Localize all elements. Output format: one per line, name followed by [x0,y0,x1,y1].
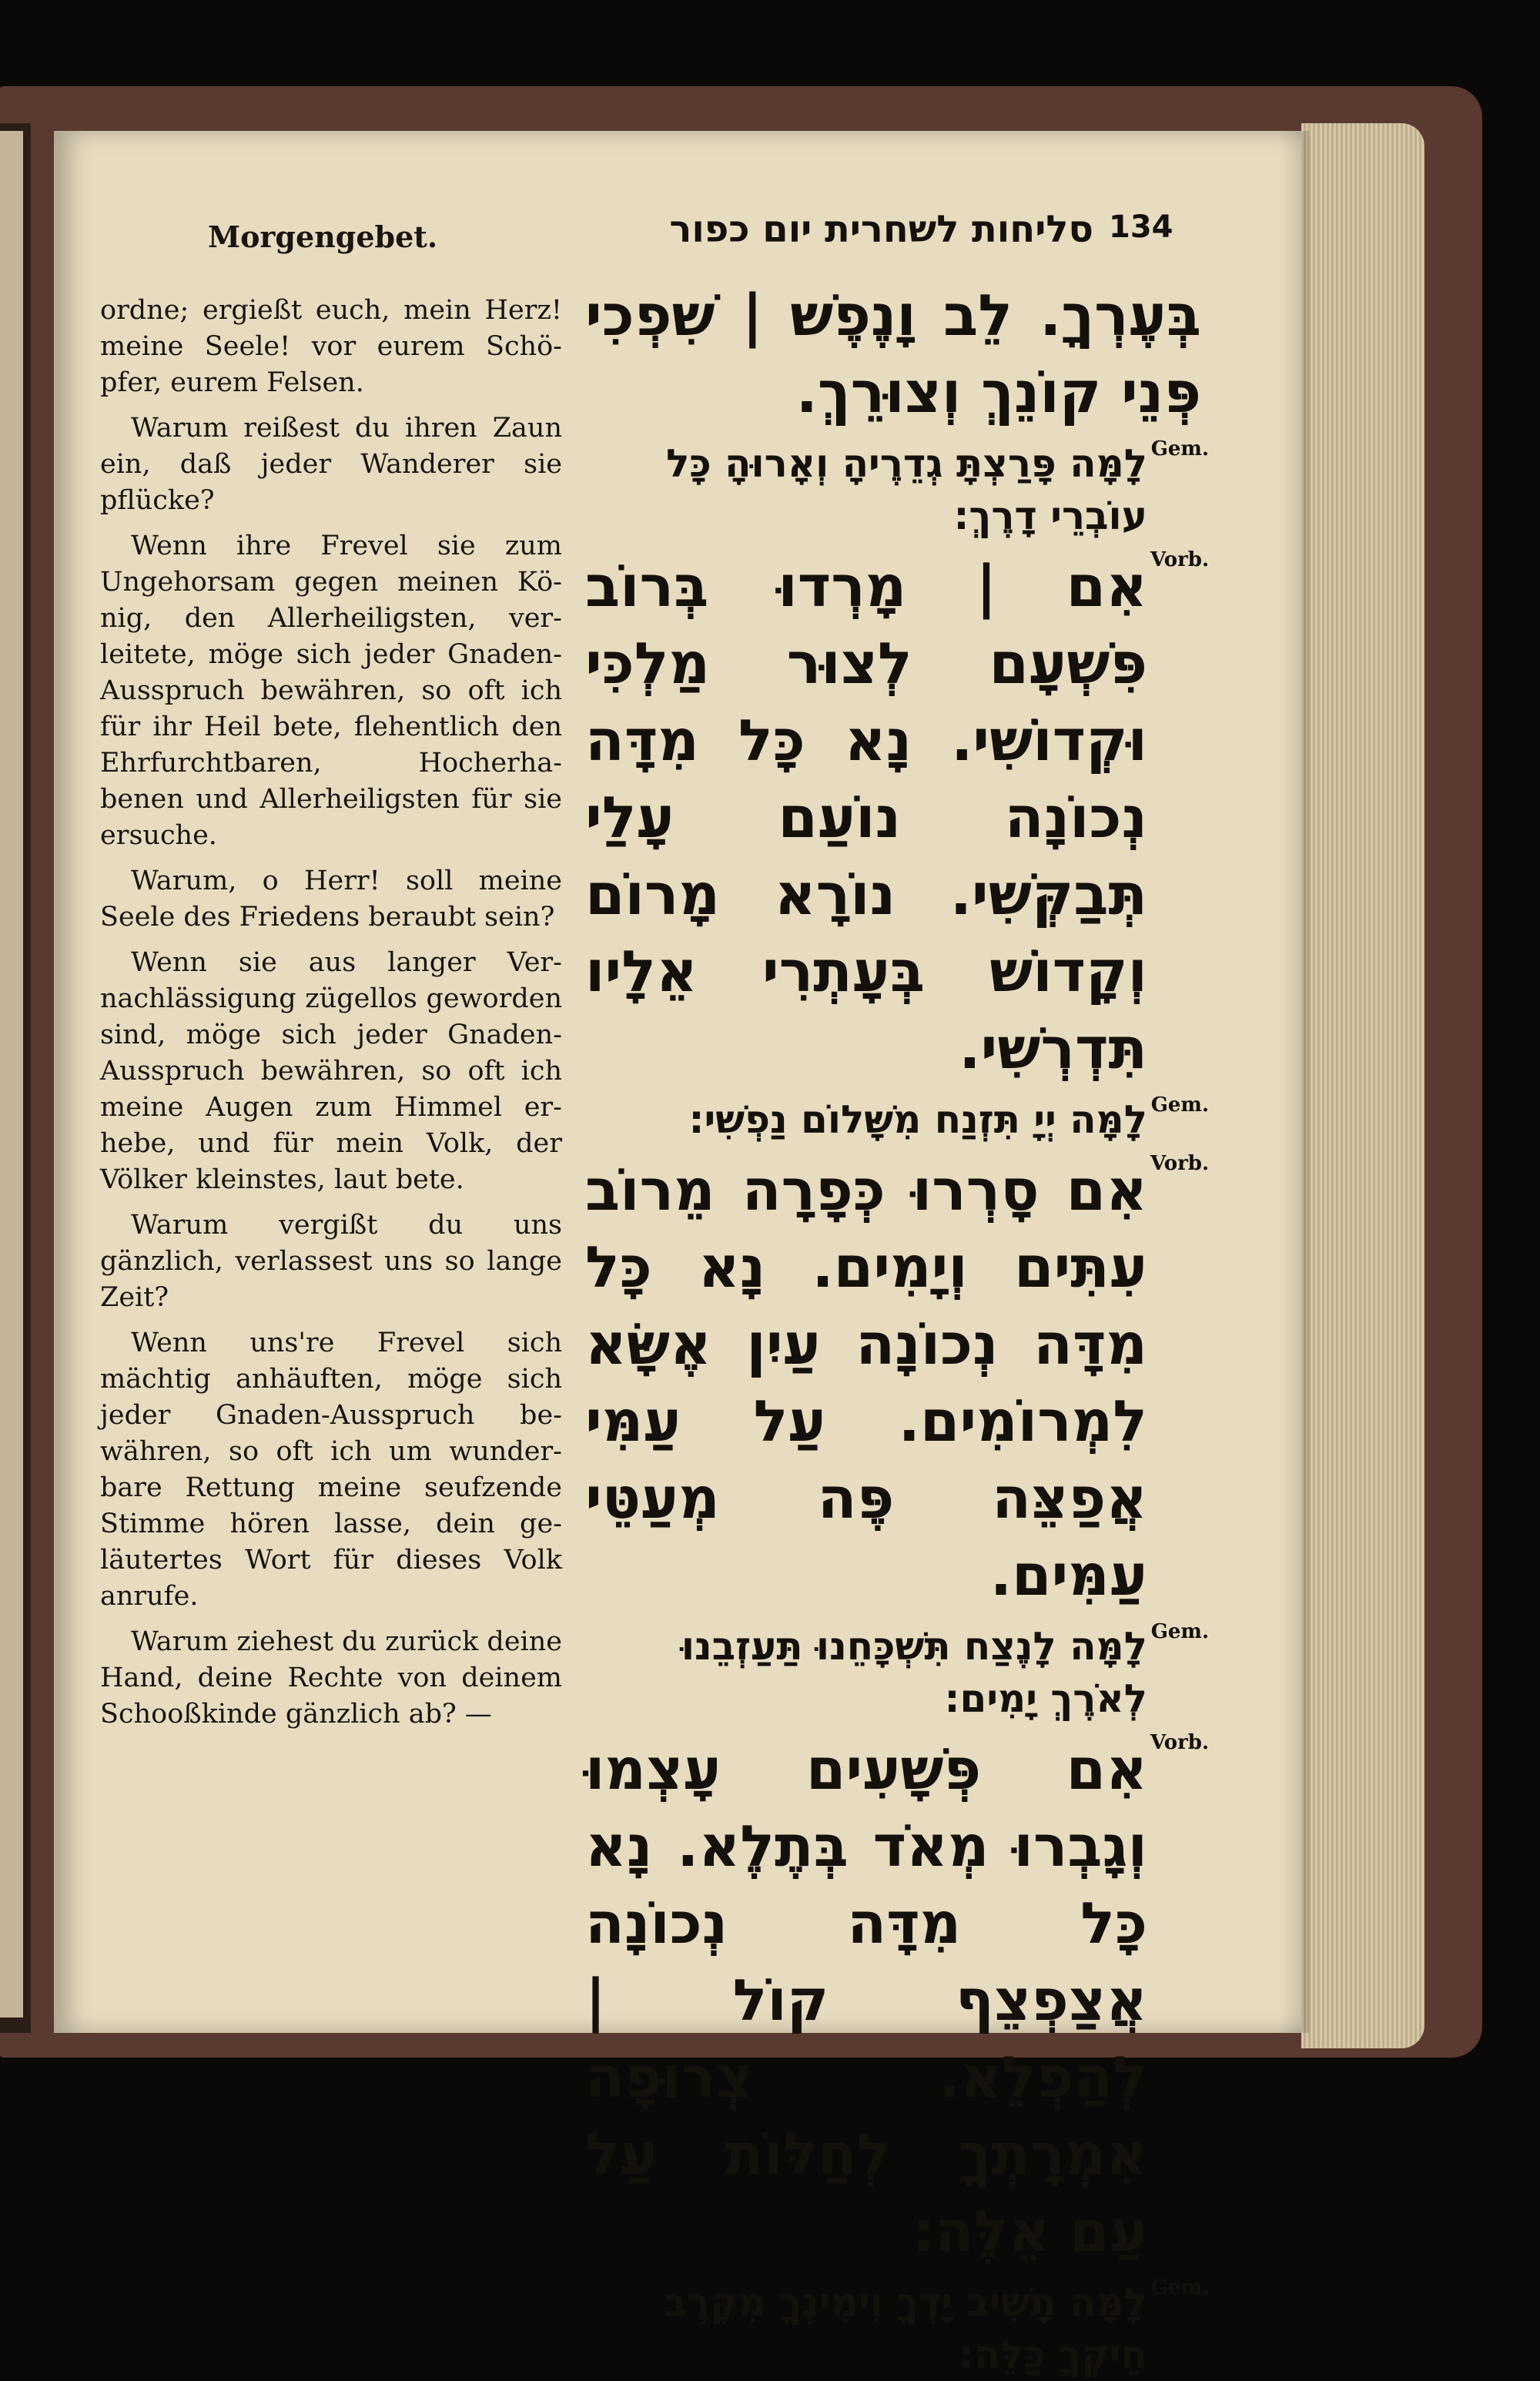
hebrew-verse: בְּעֶרְךָ. לֵב וָנֶפֶשׁ | שִׁפְכִי פְּנֵי קוֹנֵךְ וְצוּרֵךְ. [585,283,1201,426]
congregation-marker: Gem. [1150,437,1209,460]
page-block-edges [1301,123,1424,2048]
left-running-head: Morgengebet. [208,219,438,254]
hebrew-verse: אִם סָרְרוּ כְּפָרָה מֵרוֹב עִתִּים וְיָמִים. נָא כָּל מִדָּה נְכוֹנָה עַיִן אֶשָּׂא לִמְרוֹמִים. עַל עַמִּי אֲפַצֵּה פֶּה מְעַטֵּי עַמִּים. [585,1157,1147,1609]
congregation-marker: Gem. [1150,1093,1209,1117]
hebrew-block [585,2276,1209,2381]
congregation-marker: Gem. [1150,1620,1209,1643]
hebrew-block [585,1093,1209,1146]
hebrew-block [585,1152,1209,1614]
hebrew-running-head: סליחות לשחרית יום כפור [669,208,1093,251]
reader-marker: Vorb. [1150,1731,1209,1754]
german-paragraph: Wenn ihre Frevel sie zum Ungehorsam gegen meinen Kö- nig, den Allerheiligsten, ver- leitete, möge sich jeder Gnaden- Ausspruch bewähren, so oft ich für ihr Heil bete, flehentlich den Ehrfurchtbaren, Hocherha- benen und Allerheiligsten für sie ersuche. [100,531,562,851]
hebrew-block [585,277,1201,431]
hebrew-verse: אִם | מָרְדוּ בְּרוֹב פִּשְׁעָם לְצוּר מַלְכִּי וּקְדוֹשִׁי. נָא כָּל מִדָּה נְכוֹנָה נוֹעַם עָלַי תְּבַקְּשִׁי. נוֹרָא מָרוֹם וְקָדוֹשׁ בְּעָתְרִי אֵלָיו תִּדְרְשִׁי. [585,554,1147,1082]
reader-marker: Vorb. [1150,1152,1209,1175]
previous-page-edge [0,131,23,2018]
reader-marker: Vorb. [1150,548,1209,571]
hebrew-verse: לָמָּה פָּרַצְתָּ גְדֵרֶיהָ וְאָרוּהָ כָּל עוֹבְרֵי דָרֶךְ: [666,441,1147,538]
page-number: 134 [1109,209,1173,245]
hebrew-verse: לָמָּה יְיָ תִּזְנַח מִשָּׁלוֹם נַפְשִׁי: [688,1097,1147,1142]
hebrew-verse: לָמָּה לָנֶצַח תִּשְׁכָּחֵנוּ תַּעַזְבֵנוּ לְאֹרֶךְ יָמִים: [681,1624,1147,1721]
german-paragraph: Wenn sie aus langer Ver- nachlässigung zügellos geworden sind, möge sich jeder Gnaden- Ausspruch bewähren, so oft ich meine Augen zum Himmel er- hebe, und für mein Volk, der Völker kleinstes, laut bete. [100,947,562,1195]
german-translation-column [100,293,562,1742]
hebrew-block [585,548,1209,1087]
german-paragraph: Wenn uns're Frevel sich mächtig anhäuften, möge sich jeder Gnaden-Ausspruch be- währen, so oft ich um wunder- bare Rettung meine seufzende Stimme hören lasse, dein ge- läutertes Wort für dieses Volk anrufe. [100,1328,562,1612]
hebrew-verse: לָמָּה תָשִׁיב יָדְךָ וִימִינְךָ מִקֶּרֶב חֵיקְךָ כַּלֵּה: [663,2280,1147,2377]
german-paragraph: Warum ziehest du zurück deine Hand, deine Rechte von deinem Schooßkinde gänzlich ab? — [100,1626,562,1730]
hebrew-text-column [585,277,1209,2381]
hebrew-verse: אִם פְּשָׁעִים עָצְמוּ וְגָבְרוּ מְאֹד בְּתֶלֶא. נָא כָּל מִדָּה נְכוֹנָה אֲצַפְצֵף קוֹל | לְהַפְלֵא. צְרוּפָה אִמְרָתְךָ לְחַלּוֹת עַל עַם אֵלֶּה: [585,1736,1147,2265]
german-paragraph: Warum vergißt du uns gänzlich, verlassest uns so lange Zeit? [100,1210,562,1313]
hebrew-block [585,1731,1209,2270]
german-paragraph: Warum reißest du ihren Zaun ein, daß jeder Wanderer sie pflücke? [100,413,562,516]
hebrew-block [585,1620,1209,1725]
german-paragraph: Warum, o Herr! soll meine Seele des Friedens beraubt sein? [100,866,562,933]
german-paragraph: ordne; ergießt euch, mein Herz! meine Seele! vor eurem Schö- pfer, eurem Felsen. [100,295,562,398]
page-shadow [1278,131,1309,2033]
hebrew-block [585,437,1209,542]
congregation-marker: Gem. [1150,2276,1209,2299]
